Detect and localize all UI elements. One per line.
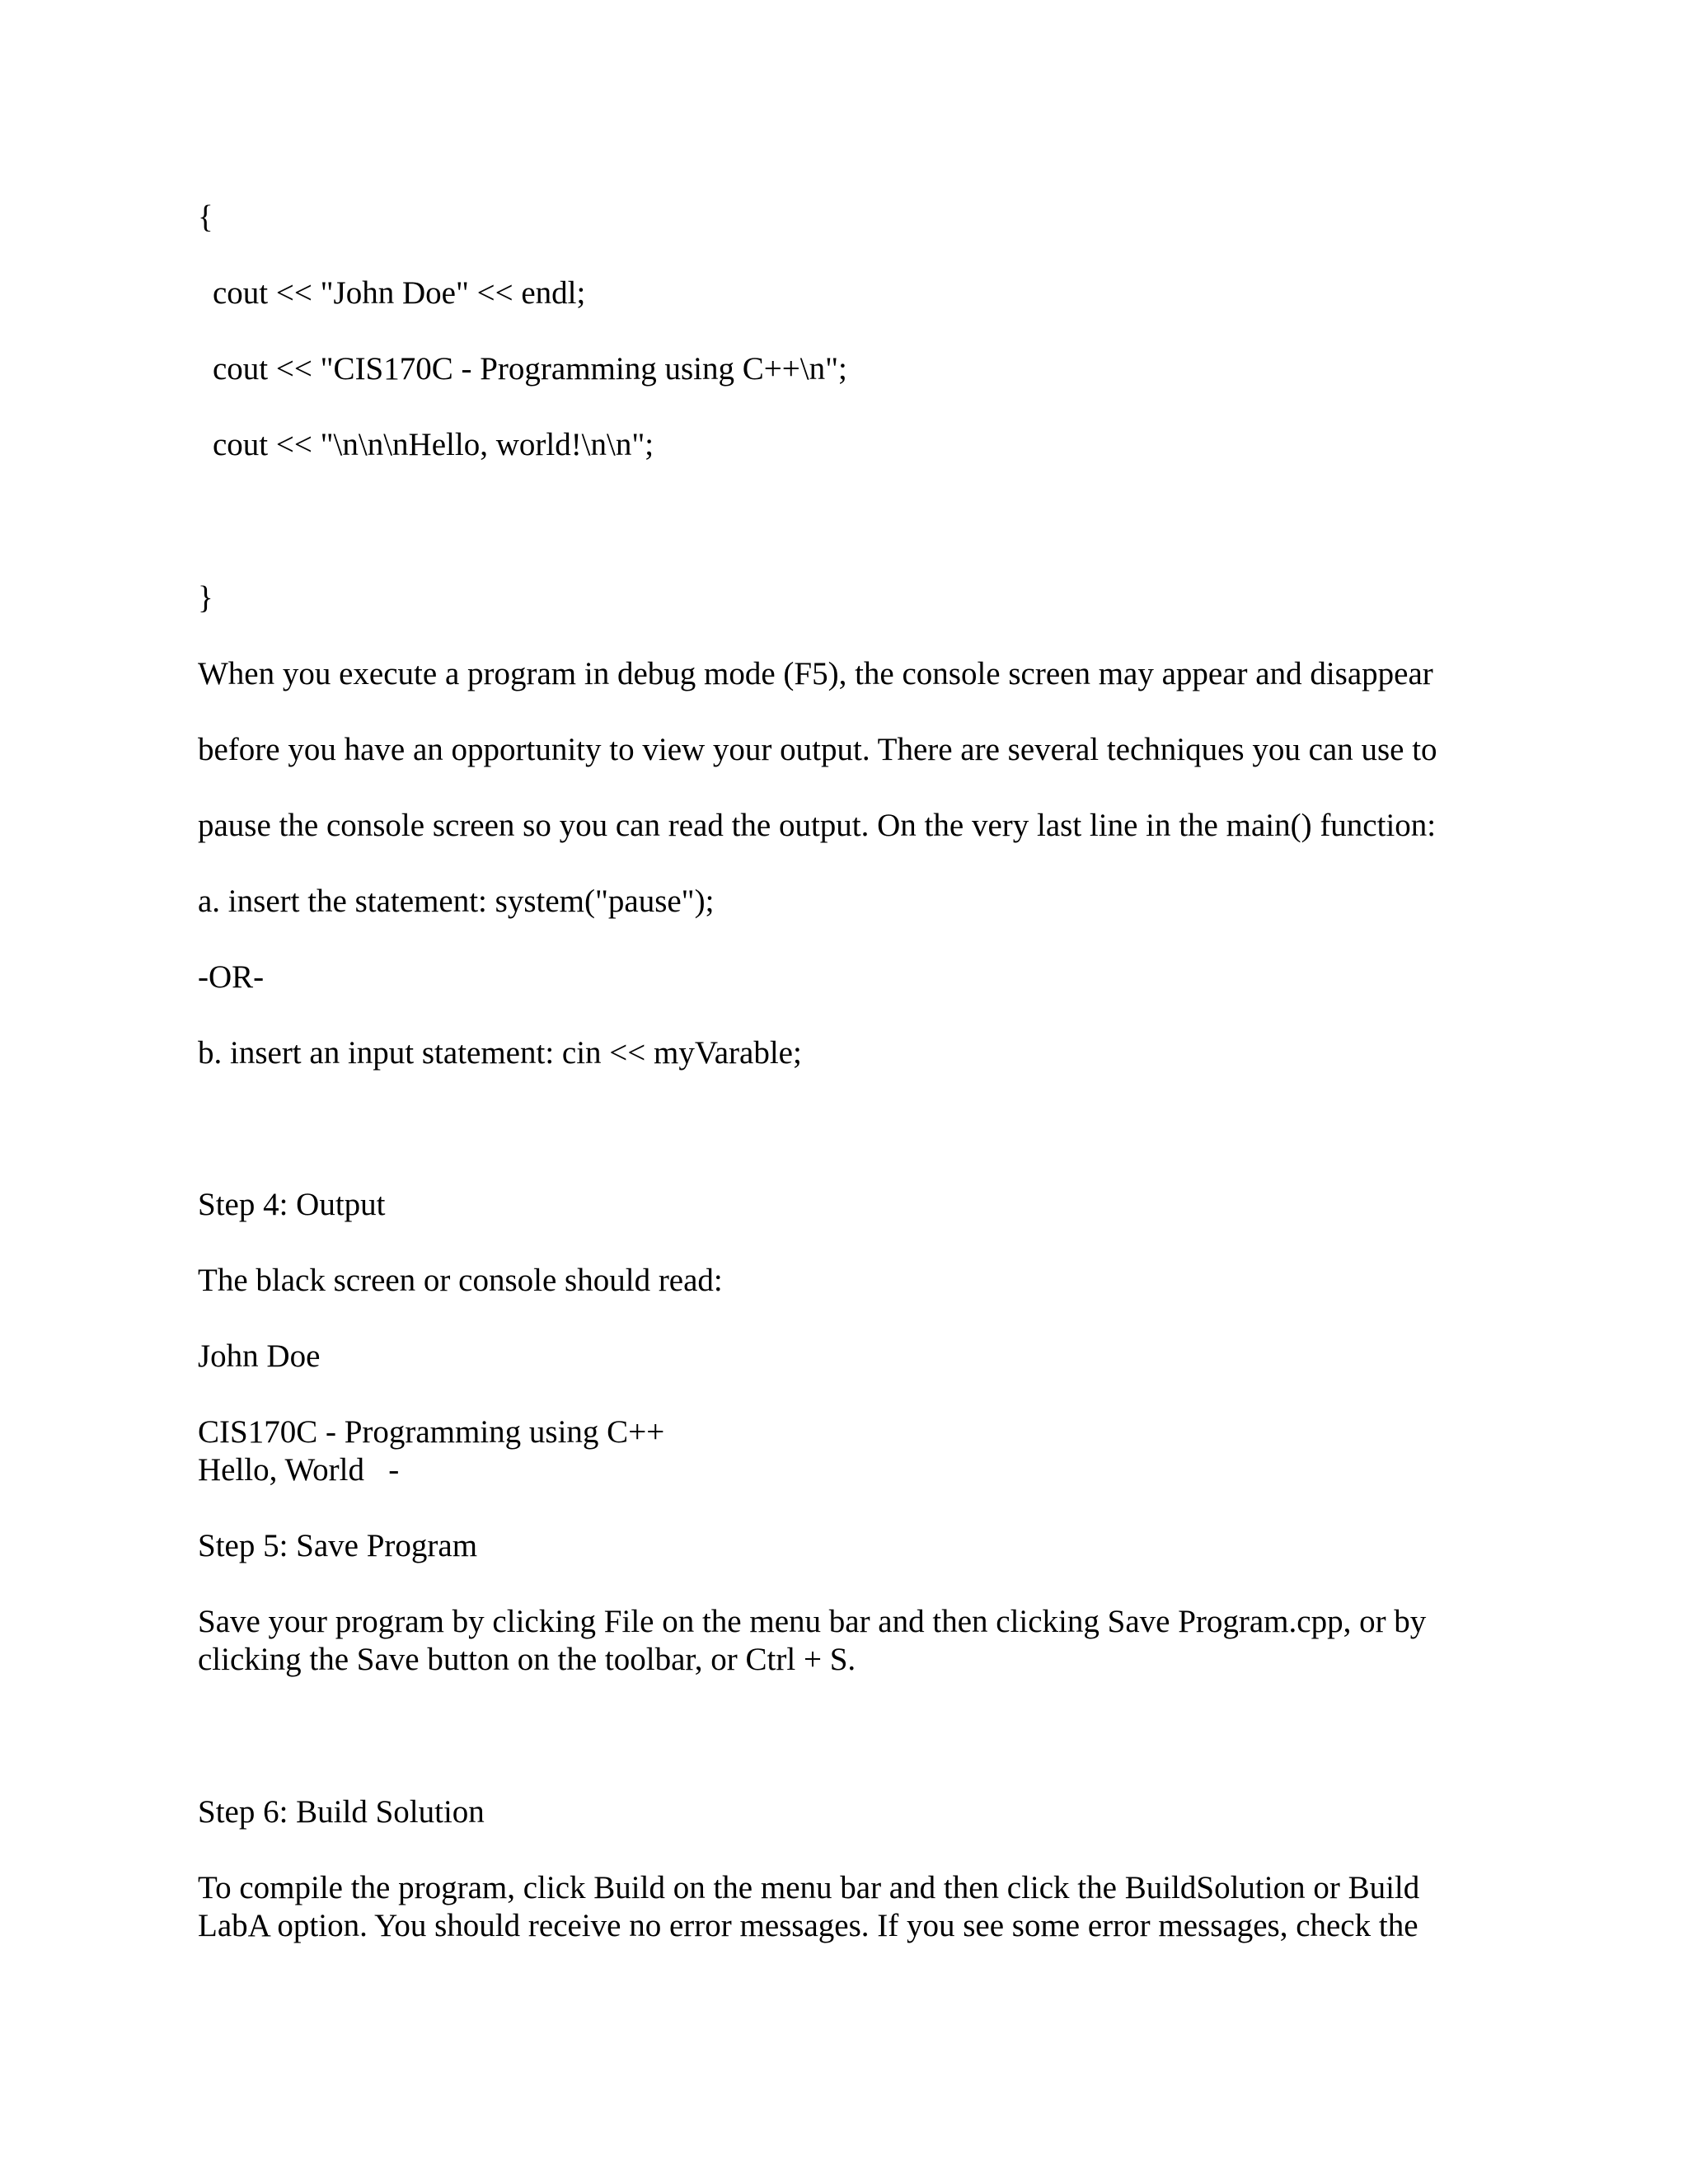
debug-note-line-3: pause the console screen so you can read the output. On the very last line in the main() function: xyxy=(198,808,1437,843)
code-close-brace: } xyxy=(198,580,213,616)
debug-note-line-2: before you have an opportunity to view your output. There are several techniques you can use to xyxy=(198,732,1437,767)
code-open-brace: { xyxy=(198,199,213,235)
step6-heading: Step 6: Build Solution xyxy=(198,1794,485,1830)
step6-line-1: To compile the program, click Build on the menu bar and then click the BuildSolution or Build xyxy=(198,1870,1420,1905)
step5-heading: Step 5: Save Program xyxy=(198,1528,478,1563)
step4-output-line-1: John Doe xyxy=(198,1338,321,1374)
code-line-1: cout << "John Doe" << endl; xyxy=(213,275,586,311)
debug-or-separator: -OR- xyxy=(198,959,265,995)
step6-line-2: LabA option. You should receive no error messages. If you see some error messages, check the xyxy=(198,1908,1418,1943)
step5-line-2: clicking the Save button on the toolbar, or Ctrl + S. xyxy=(198,1642,856,1677)
debug-option-b: b. insert an input statement: cin << myVarable; xyxy=(198,1035,802,1071)
step4-heading: Step 4: Output xyxy=(198,1187,386,1222)
debug-note-line-1: When you execute a program in debug mode (F5), the console screen may appear and disappear xyxy=(198,656,1433,691)
step5-line-1: Save your program by clicking File on the menu bar and then clicking Save Program.cpp, or by xyxy=(198,1604,1427,1639)
step4-output-line-2: CIS170C - Programming using C++ xyxy=(198,1414,665,1450)
step4-output-line-3: Hello, World - xyxy=(198,1452,400,1488)
debug-option-a: a. insert the statement: system("pause"); xyxy=(198,883,715,919)
code-line-3: cout << "\n\n\nHello, world!\n\n"; xyxy=(213,427,654,462)
step4-intro: The black screen or console should read: xyxy=(198,1263,723,1298)
code-line-2: cout << "CIS170C - Programming using C++\n"; xyxy=(213,351,847,387)
